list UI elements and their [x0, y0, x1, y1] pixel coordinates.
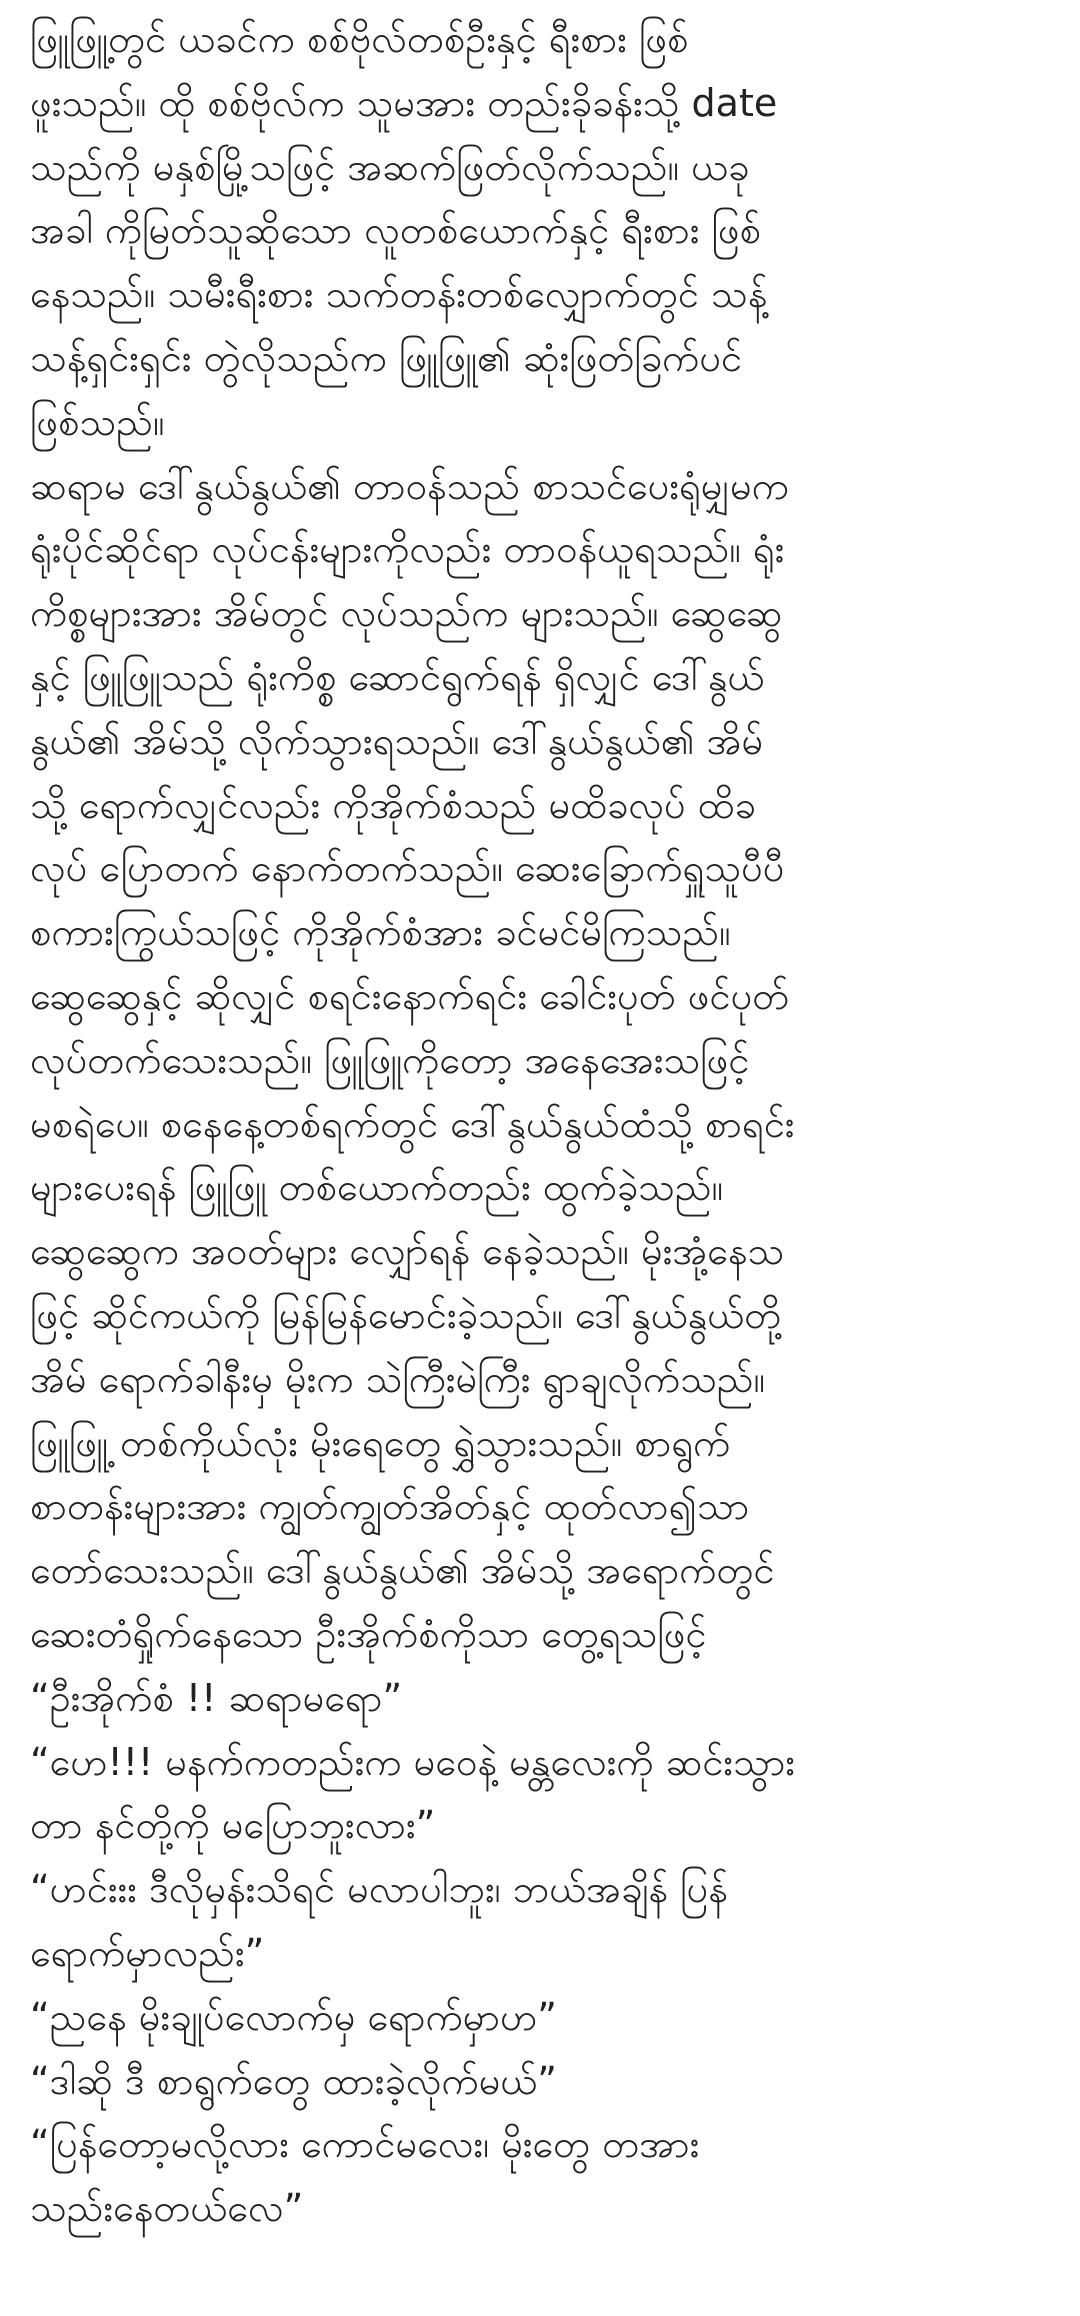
text-line: ဖြစ်သည်။ — [30, 399, 165, 444]
text-line: သန့်ရှင်းရှင်း တွဲလိုသည်က ဖြူဖြူ၏ ဆုံးဖြတ်ခြက်ပင် — [30, 335, 743, 380]
text-line: အခါ ကိုမြတ်သူဆိုသော လူတစ်ယောက်နှင့် ရီးစား ဖြစ် — [30, 208, 762, 253]
text-line: “ဟင်းးး ဒီလိုမှန်းသိရင် မလာပါဘူး၊ ဘယ်အချိန် ပြန် — [30, 1867, 728, 1912]
text-line: “ညနေ မိုးချုပ်လောက်မှ ရောက်မှာဟ” — [30, 1994, 557, 2039]
text-line: ကိစ္စများအား အိမ်တွင် လုပ်သည်က များသည်။ ဆွေဆွေ — [30, 591, 783, 636]
text-line: ဆေးတံရှိုက်နေသော ဦးအိုက်စံကိုသာ တွေ့ရသဖြင့် — [30, 1611, 707, 1656]
text-line: လုပ် ပြောတက် နောက်တက်သည်။ ဆေးခြောက်ရှူသူပီပီ — [30, 846, 785, 891]
text-line: ဆွေဆွေက အဝတ်များ လျှော်ရန် နေခဲ့သည်။ မိုးအုံ့နေသ — [30, 1229, 785, 1274]
text-line: တော်သေးသည်။ ဒေါ်နွယ်နွယ်၏ အိမ်သို့ အရောက်တွင် — [30, 1548, 775, 1593]
text-line: စကားကြွယ်သဖြင့် ကိုအိုက်စံအား ခင်မင်မိကြသည်။ — [30, 910, 731, 955]
text-line: နှင့် ဖြူဖြူသည် ရုံးကိစ္စ ဆောင်ရွက်ရန် ရှိလျှင် ဒေါ်နွယ် — [30, 654, 765, 699]
text-line: “ပြန်တော့မလို့လား ကောင်မလေး၊ မိုးတွေ တအား — [30, 2122, 700, 2167]
text-line: စာတန်းများအား ကျွတ်ကျွတ်အိတ်နှင့် ထုတ်လာ၍သာ — [30, 1484, 750, 1529]
text-line: အိမ် ရောက်ခါနီးမှ မိုးက သဲကြီးမဲကြီး ရွာချလိုက်သည်။ — [30, 1356, 766, 1401]
text-line: နွယ်၏ အိမ်သို့ လိုက်သွားရသည်။ ဒေါ်နွယ်နွယ်၏ အိမ် — [30, 718, 764, 763]
text-line: ရောက်မှာလည်း” — [30, 1930, 265, 1975]
text-line: များပေးရန် ဖြူဖြူ တစ်ယောက်တည်း ထွက်ခဲ့သည်။ — [30, 1165, 724, 1210]
text-line: လုပ်တက်သေးသည်။ ဖြူဖြူကိုတော့ အနေအေးသဖြင့် — [30, 1037, 750, 1082]
text-line: “ဟေ!!! မနက်ကတည်းက မဝေနဲ့ မန္တလေးကို ဆင်းသွား — [30, 1739, 796, 1784]
text-line: “ဦးအိုက်စံ !! ဆရာမရော” — [30, 1675, 403, 1720]
text-line: ဖြူဖြူ့တွင် ယခင်က စစ်ဗိုလ်တစ်ဦးနှင့် ရီးစား ဖြစ် — [30, 17, 689, 61]
text-line: ဖြင့် ဆိုင်ကယ်ကို မြန်မြန်မောင်းခဲ့သည်။ ဒေါ်နွယ်နွယ်တို့ — [30, 1292, 782, 1337]
text-line: သည်းနေတယ်လေ” — [30, 2186, 304, 2231]
text-line: “ဒါဆို ဒီ စာရွက်တွေ ထားခဲ့လိုက်မယ်” — [30, 2058, 557, 2103]
text-line: သို့ ရောက်လျှင်လည်း ကိုအိုက်စံသည် မထိခလုပ် ထိခ — [30, 782, 756, 827]
text-line: ရုံးပိုင်ဆိုင်ရာ လုပ်ငန်းများကိုလည်း တာဝန်ယူရသည်။ ရုံး — [30, 527, 785, 572]
text-line: ဆွေဆွေနှင့် ဆိုလျှင် စရင်းနောက်ရင်း ခေါင်းပုတ် ဖင်ပုတ် — [30, 973, 790, 1018]
text-line: ဖြူဖြူ့ တစ်ကိုယ်လုံး မိုးရေတွေ ရွှဲသွားသည်။ စာရွက် — [30, 1420, 731, 1465]
text-line: မစရဲပေ။ စနေနေ့တစ်ရက်တွင် ဒေါ်နွယ်နွယ်ထံသို့ စာရင်း — [30, 1101, 795, 1146]
story-text — [30, 8, 1058, 2241]
text-line: ဆရာမ ဒေါ်နွယ်နွယ်၏ တာဝန်သည် စာသင်ပေးရုံမျှမက — [30, 463, 789, 508]
text-line: သည်ကို မနှစ်မြို့သဖြင့် အဆက်ဖြတ်လိုက်သည်။ ယခု — [30, 144, 750, 189]
text-line: ဖူးသည်။ ထို စစ်ဗိုလ်က သူမအား တည်းခိုခန်းသို့ date — [30, 80, 778, 125]
text-line: နေသည်။ သမီးရီးစား သက်တန်းတစ်လျှောက်တွင် သန့် — [30, 272, 768, 317]
text-line: တာ နင်တို့ကို မပြောဘူးလား” — [30, 1803, 436, 1848]
